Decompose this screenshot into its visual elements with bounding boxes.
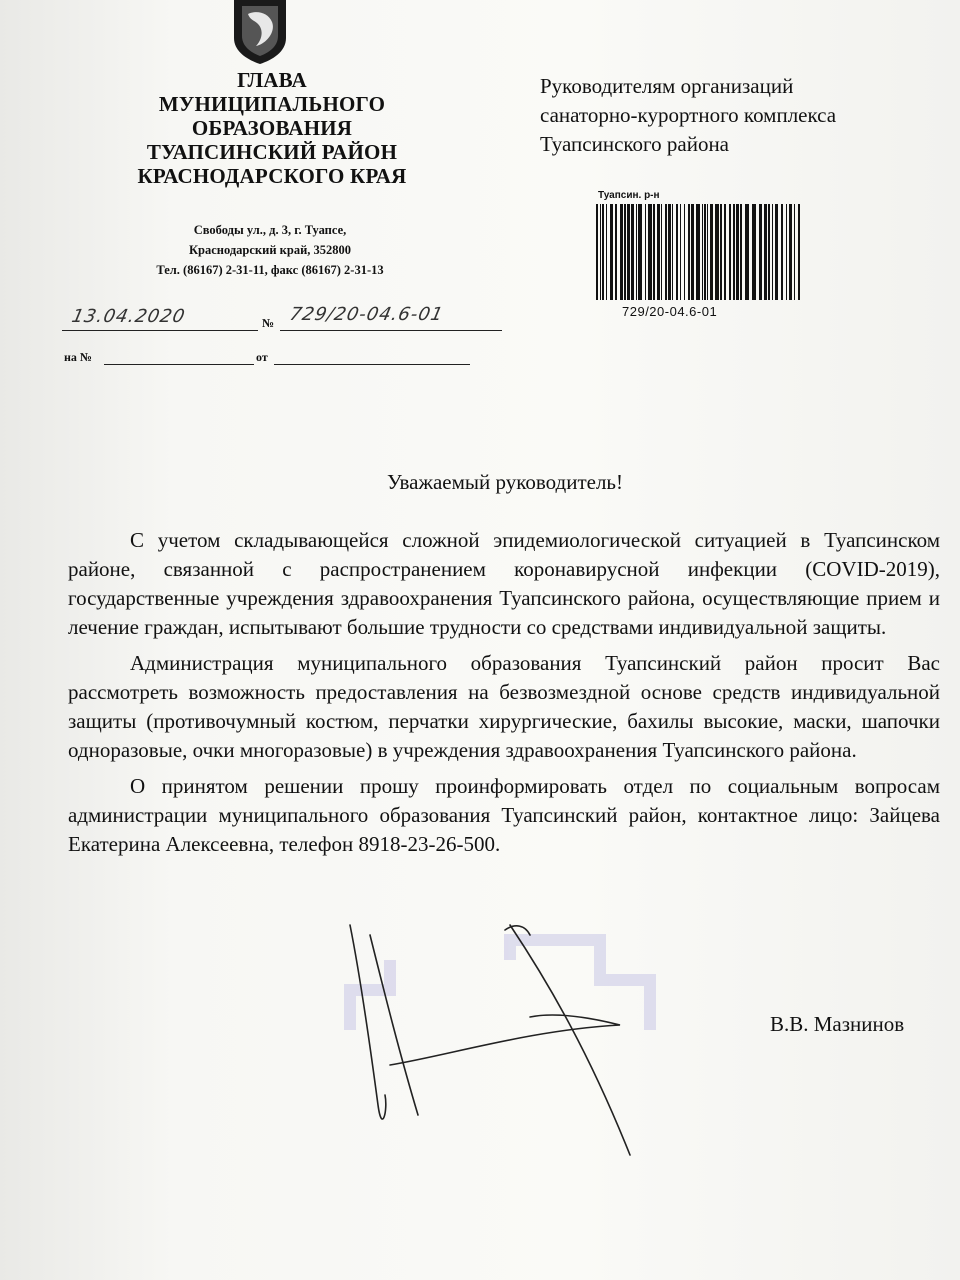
sender-title	[92, 68, 452, 188]
salutation: Уважаемый руководитель!	[387, 470, 623, 494]
sender-address	[100, 220, 440, 280]
recipient-line: Руководителям организаций	[540, 74, 794, 98]
handwritten-number: 729/20-04.6-01	[287, 304, 446, 325]
recipient-block	[540, 72, 940, 159]
sender-line: КРАСНОДАРСКОГО КРАЯ	[137, 164, 407, 188]
reply-label: на №	[64, 350, 92, 364]
address-line: Тел. (86167) 2-31-11, факс (86167) 2-31-13	[156, 263, 384, 277]
sender-line: ОБРАЗОВАНИЯ	[191, 116, 353, 140]
from-underline	[274, 364, 470, 365]
signatory-name: В.В. Мазнинов	[770, 1012, 905, 1036]
date-underline	[62, 330, 258, 331]
barcode-icon	[592, 204, 808, 302]
signature-icon	[330, 905, 660, 1165]
coat-of-arms-icon	[232, 0, 288, 64]
address-line: Свободы ул., д. 3, г. Туапсе,	[193, 223, 347, 237]
letter-body	[68, 526, 940, 866]
body-paragraph: С учетом складывающейся сложной эпидемиологической ситуацией в Туапсинском районе, связанной с распространением коронавирусной инфекции (COVID-2019), государственные учреждения здравоохранения Туапсинского района, осуществляющие прием и лечение граждан, испытывают большие трудности со средствами индивидуальной защиты.	[68, 528, 940, 639]
from-label: от	[256, 350, 268, 364]
handwritten-date: 13.04.2020	[69, 306, 188, 327]
barcode-number: 729/20-04.6-01	[622, 304, 718, 319]
sender-line: ГЛАВА	[237, 68, 307, 92]
recipient-line: Туапсинского района	[540, 132, 729, 156]
address-line: Краснодарский край, 352800	[188, 243, 352, 257]
number-label: №	[262, 316, 275, 330]
recipient-line: санаторно-курортного комплекса	[540, 103, 837, 127]
body-paragraph: Администрация муниципального образования Туапсинский район просит Вас рассмотреть возможность предоставления на безвозмездной основе средств индивидуальной защиты (противочумный костюм, перчатки хирургические, бахилы высокие, маски, шапочки одноразовые, очки многоразовые) в учреждения здравоохранения Туапсинского района.	[68, 651, 940, 762]
barcode-stamp	[592, 190, 808, 330]
body-paragraph: О принятом решении прошу проинформировать отдел по социальным вопросам администрации муниципального образования Туапсинский район, контактное лицо: Зайцева Екатерина Алексеевна, телефон 8918-23-26-500.	[68, 774, 940, 856]
number-underline	[280, 330, 502, 331]
sender-line: МУНИЦИПАЛЬНОГО	[158, 92, 386, 116]
barcode-label: Туапсин. р-н	[598, 190, 660, 201]
reply-underline	[104, 364, 254, 365]
sender-line: ТУАПСИНСКИЙ РАЙОН	[146, 140, 398, 164]
